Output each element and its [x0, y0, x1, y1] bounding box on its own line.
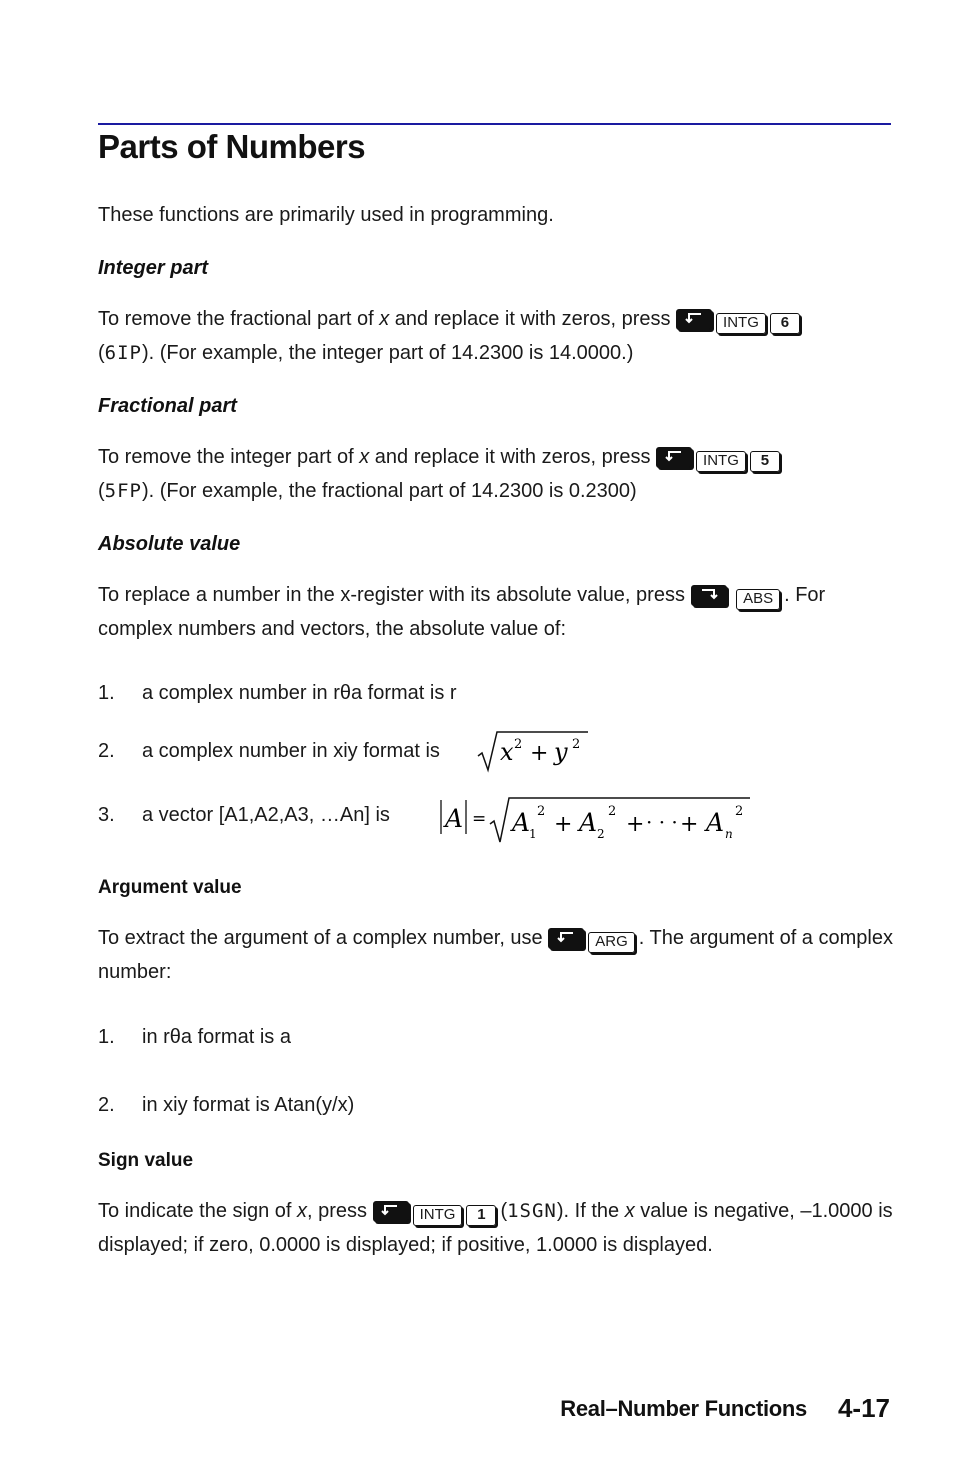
- formula-sqrt-x2-y2: [474, 726, 594, 776]
- svg-text:+: +: [626, 812, 645, 837]
- svg-text:n: n: [725, 827, 733, 841]
- footer-section-title: Real–Number Functions: [560, 1396, 807, 1421]
- absolute-paragraph: To replace a number in the x-register with its absolute value, press ABS . For complex numbers and vectors, the absolute value of:: [98, 584, 826, 640]
- svg-text:2: 2: [514, 737, 523, 752]
- list-item: 3. a vector [A1,A2,A3, …An] is: [98, 804, 390, 826]
- left-shift-key-icon: [373, 1201, 409, 1222]
- svg-text:+: +: [554, 812, 573, 837]
- key-6: 6: [770, 313, 800, 334]
- page-number: 4-17: [837, 1393, 890, 1423]
- list-item: 1. a complex number in rθa format is r: [98, 682, 457, 704]
- svg-text:2: 2: [608, 804, 617, 819]
- list-item: 2. in xiy format is Atan(y/x): [98, 1094, 355, 1116]
- argument-paragraph: To extract the argument of a complex number, use ARG . The argument of a complex number:: [98, 927, 893, 983]
- top-rule: [98, 123, 891, 125]
- absolute-heading: Absolute value: [98, 533, 241, 555]
- formula-vector-norm: [436, 794, 756, 848]
- sign-heading: Sign value: [98, 1150, 194, 1171]
- key-1: 1: [466, 1205, 496, 1226]
- left-shift-key-icon: [676, 309, 712, 330]
- page-title: Parts of Numbers: [98, 128, 366, 165]
- left-shift-key-icon: [656, 447, 692, 468]
- svg-text:A: A: [512, 808, 531, 837]
- intg-key: INTG: [696, 451, 746, 472]
- key-5: 5: [750, 451, 780, 472]
- svg-text:2: 2: [537, 804, 546, 819]
- intg-key: INTG: [716, 313, 766, 334]
- left-shift-key-icon: [548, 928, 584, 949]
- integer-heading: Integer part: [98, 257, 209, 279]
- svg-text:=: =: [472, 809, 487, 829]
- fractional-paragraph: To remove the integer part of x and replace it with zeros, press INTG 5 (5FP). (For example, the fractional part of 14.2300 is 0.2300): [98, 440, 893, 508]
- intg-key: INTG: [413, 1205, 463, 1226]
- svg-text:x: x: [500, 738, 514, 766]
- svg-text:A: A: [445, 804, 464, 833]
- lcd-menu-label: 5FP: [104, 480, 142, 502]
- lcd-menu-label: 6IP: [104, 342, 142, 364]
- argument-heading: Argument value: [98, 877, 242, 898]
- lcd-menu-label: 1SGN: [507, 1200, 557, 1222]
- arg-key: ARG: [588, 932, 635, 953]
- svg-text:2: 2: [572, 737, 581, 752]
- fractional-heading: Fractional part: [98, 395, 237, 417]
- intro-text: These functions are primarily used in programming.: [98, 204, 554, 226]
- list-item: 1. in rθa format is a: [98, 1026, 291, 1048]
- right-shift-key-icon: [691, 585, 727, 606]
- svg-text:A: A: [579, 808, 598, 837]
- svg-text:1: 1: [529, 827, 537, 841]
- svg-text:+: +: [530, 741, 549, 766]
- svg-text:2: 2: [597, 827, 605, 841]
- svg-text:y: y: [554, 738, 568, 766]
- abs-key: ABS: [736, 589, 780, 610]
- integer-paragraph: To remove the fractional part of x and replace it with zeros, press INTG 6 (6IP). (For example, the integer part of 14.2300 is 14.0000.): [98, 302, 893, 370]
- svg-text:+: +: [680, 812, 699, 837]
- svg-text:· · ·: · · ·: [646, 810, 678, 834]
- svg-text:A: A: [706, 808, 725, 837]
- list-item: 2. a complex number in xiy format is: [98, 740, 440, 762]
- sign-paragraph: To indicate the sign of x, press INTG 1 (1SGN). If the x value is negative, –1.0000 is displayed; if zero, 0.0000 is displayed; if positive, 1.0000 is displayed.: [98, 1200, 893, 1256]
- svg-text:2: 2: [735, 804, 744, 819]
